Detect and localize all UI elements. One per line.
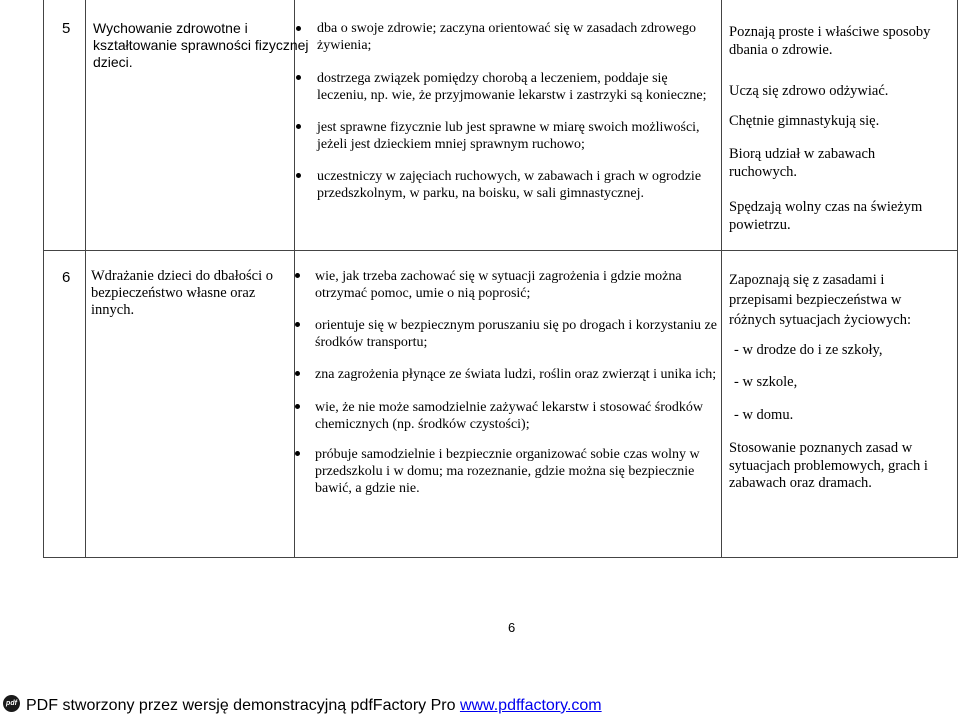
bullet-icon: [296, 75, 301, 80]
activity-text: Poznają proste i właściwe sposoby dbania o zdrowie.: [729, 24, 931, 58]
row-topic: Wychowanie zdrowotne i kształtowanie sprawności fizycznej dzieci.: [93, 20, 309, 70]
activity-text: Uczą się zdrowo odżywiać.: [729, 83, 889, 99]
row-number: 5: [62, 20, 71, 37]
activity-text: - w szkole,: [734, 374, 798, 390]
table-border-right: [957, 0, 958, 558]
outcome-item: próbuje samodzielnie i bezpiecznie organizować sobie czas wolny w przedszkolu i w domu; ma rozeznanie, gdzie można się bezpiecznie bawić, a gdzie nie.: [315, 447, 700, 496]
table-border-col2: [294, 0, 295, 558]
footer-watermark: [26, 697, 602, 715]
outcome-item: dba o swoje zdrowie; zaczyna orientować się w zasadach zdrowego żywienia;: [317, 21, 696, 53]
outcome-item: jest sprawne fizycznie lub jest sprawne w miarę swoich możliwości, jeżeli jest dzieckiem mniej sprawnym ruchowo;: [317, 120, 700, 152]
outcome-item: dostrzega związek pomiędzy chorobą a leczeniem, poddaje się leczeniu, np. wie, że przyjmowanie lekarstw i zastrzyki są konieczne;: [317, 71, 707, 103]
activity-text: - w domu.: [734, 407, 794, 423]
outcome-item: wie, jak trzeba zachować się w sytuacji zagrożenia i gdzie można otrzymać pomoc, umie o nią poprosić;: [315, 269, 682, 301]
table-row-divider: [43, 250, 958, 251]
outcome-item: zna zagrożenia płynące ze świata ludzi, roślin oraz zwierząt i unika ich;: [315, 367, 717, 382]
bullet-icon: [296, 173, 301, 178]
outcome-item: orientuje się w bezpiecznym poruszaniu się po drogach i korzystaniu ze środków transportu;: [315, 318, 717, 350]
bullet-icon: [296, 26, 301, 31]
outcome-item: uczestniczy w zajęciach ruchowych, w zabawach i grach w ogrodzie przedszkolnym, w parku, na boisku, w sali gimnastycznej.: [317, 169, 702, 201]
footer-link[interactable]: www.pdffactory.com: [459, 697, 602, 714]
bullet-icon: [295, 451, 300, 456]
row-number: 6: [62, 269, 71, 286]
table-border-col3: [721, 0, 722, 558]
table-border-left: [43, 0, 44, 558]
activity-text: Zapoznają się z zasadami i przepisami bezpieczeństwa w różnych sytuacjach życiowych:: [729, 272, 911, 328]
row-topic: Wdrażanie dzieci do dbałości o bezpieczeństwo własne oraz innych.: [91, 268, 273, 318]
activity-text: Biorą udział w zabawach ruchowych.: [729, 146, 876, 180]
activity-text: - w drodze do i ze szkoły,: [734, 342, 883, 358]
page-number: 6: [508, 620, 516, 635]
bullet-icon: [296, 124, 301, 129]
bullet-icon: [295, 273, 300, 278]
bullet-icon: [295, 404, 300, 409]
table-border-bottom: [43, 557, 958, 558]
activity-text: Chętnie gimnastykują się.: [729, 113, 880, 129]
footer-text: PDF stworzony przez wersję demonstracyjną pdfFactory Pro: [26, 697, 460, 714]
bullet-icon: [295, 322, 300, 327]
table-border-col1: [85, 0, 86, 558]
bullet-icon: [295, 371, 300, 376]
outcome-item: wie, że nie może samodzielnie zażywać lekarstw i stosować środków chemicznych (np. środków czystości);: [315, 400, 703, 432]
activity-text: Spędzają wolny czas na świeżym powietrzu.: [729, 199, 923, 233]
pdf-logo-icon: pdf: [3, 695, 20, 712]
activity-text: Stosowanie poznanych zasad w sytuacjach problemowych, grach i zabawach oraz dramach.: [729, 440, 928, 491]
